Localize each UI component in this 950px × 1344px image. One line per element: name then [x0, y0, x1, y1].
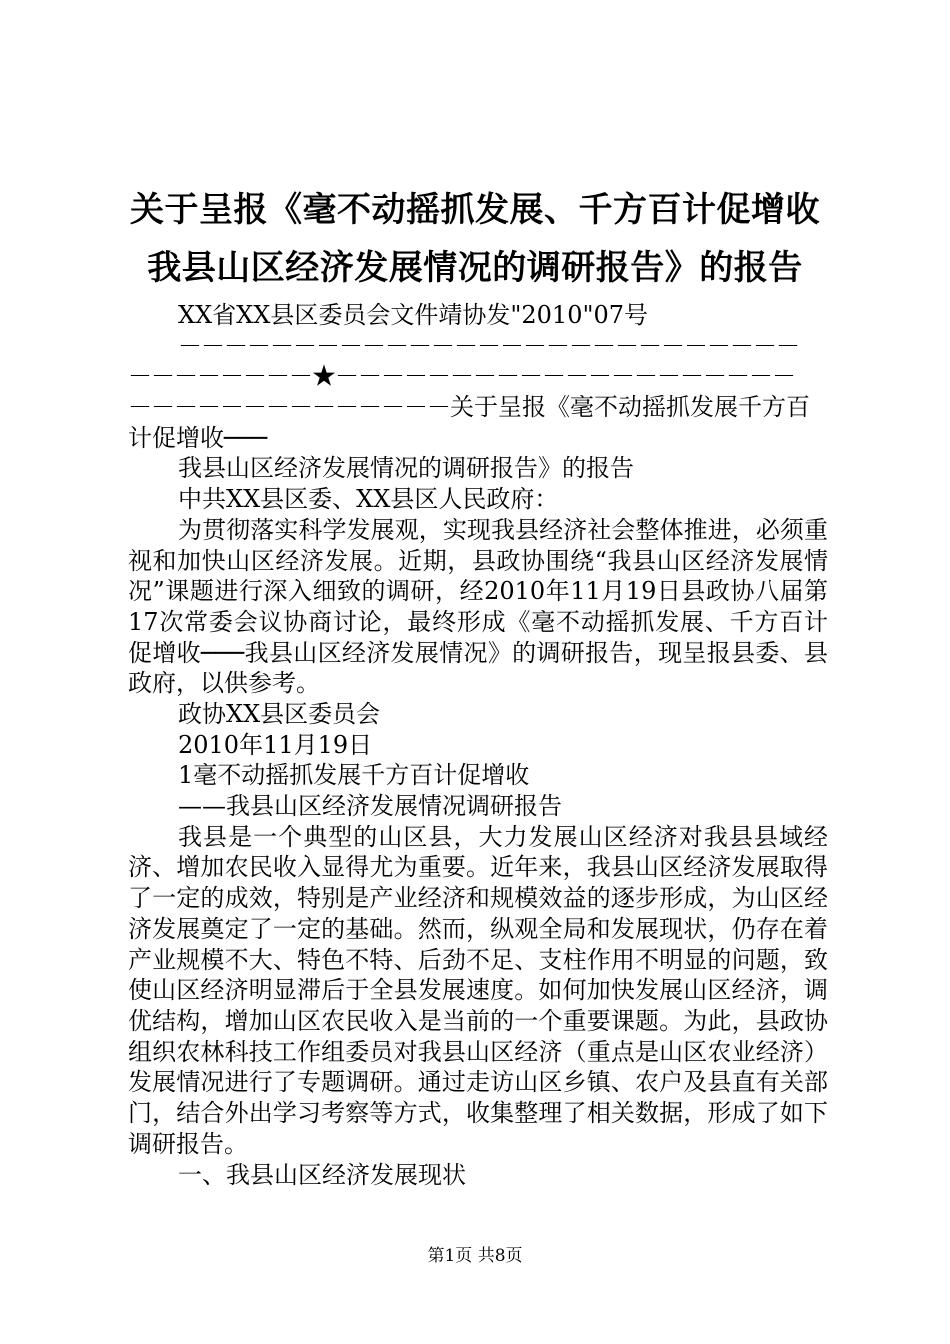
- separator-line-2: －－－－－－－－★－－－－－－－－－－－－－－－－－－－－: [128, 362, 795, 391]
- page-footer: 第1页 共8页: [427, 1246, 523, 1266]
- separator-dashes: －－－－－－－－－－－－－－: [128, 393, 450, 422]
- document-title-line-1: 关于呈报《毫不动摇抓发展、千方百计促增收: [130, 190, 820, 230]
- file-number: XX省XX县区委员会文件靖协发"2010"07号: [178, 301, 649, 329]
- section-heading-1: 一、我县山区经济发展现状: [178, 1160, 466, 1189]
- separator-line-3: [128, 392, 828, 423]
- heading-continuation: 计促增收───: [128, 423, 268, 452]
- separator-heading-text: 关于呈报《毫不动摇抓发展千方百: [450, 393, 810, 422]
- signature: 政协XX县区委员会: [178, 700, 381, 729]
- addressee: 中共XX县区委、XX县区人民政府：: [178, 485, 559, 514]
- report-subtitle: ——我县山区经济发展情况调研报告: [178, 792, 562, 821]
- report-title: 1毫不动摇抓发展千方百计促增收: [178, 761, 530, 790]
- heading-line-2: 我县山区经济发展情况的调研报告》的报告: [178, 454, 634, 483]
- document-body: [128, 300, 828, 1190]
- date: 2010年11月19日: [178, 730, 373, 759]
- paragraph-report: 我县是一个典型的山区县，大力发展山区经济对我县县域经济、增加农民收入显得尤为重要。近年来，我县山区经济发展取得了一定的成效，特别是产业经济和规模效益的逐步形成，为山区经济发展奠定了一定的基础。然而，纵观全局和发展现状，仍存在着产业规模不大、特色不特、后劲不足、支柱作用不明显的问题，致使山区经济明显滞后于全县发展速度。如何加快发展山区经济，调优结构，增加山区农民收入是当前的一个重要课题。为此，县政协组织农林科技工作组委员对我县山区经济（重点是山区农业经济）发展情况进行了专题调研。通过走访山区乡镇、农户及县直有关部门，结合外出学习考察等方式，收集整理了相关数据，形成了如下调研报告。: [128, 822, 828, 1158]
- separator-line-1: －－－－－－－－－－－－－－－－－－－－－－－－－－－: [178, 331, 799, 360]
- document-title-line-2: 我县山区经济发展情况的调研报告》的报告: [147, 248, 803, 288]
- paragraph-intro: 为贯彻落实科学发展观，实现我县经济社会整体推进，必须重视和加快山区经济发展。近期，县政协围绕“我县山区经济发展情况”课题进行深入细致的调研，经2010年11月19日县政协八届第17次常委会议协商讨论，最终形成《毫不动摇抓发展、千方百计促增收───我县山区经济发展情况》的调研报告，现呈报县委、县政府，以供参考。: [128, 515, 828, 698]
